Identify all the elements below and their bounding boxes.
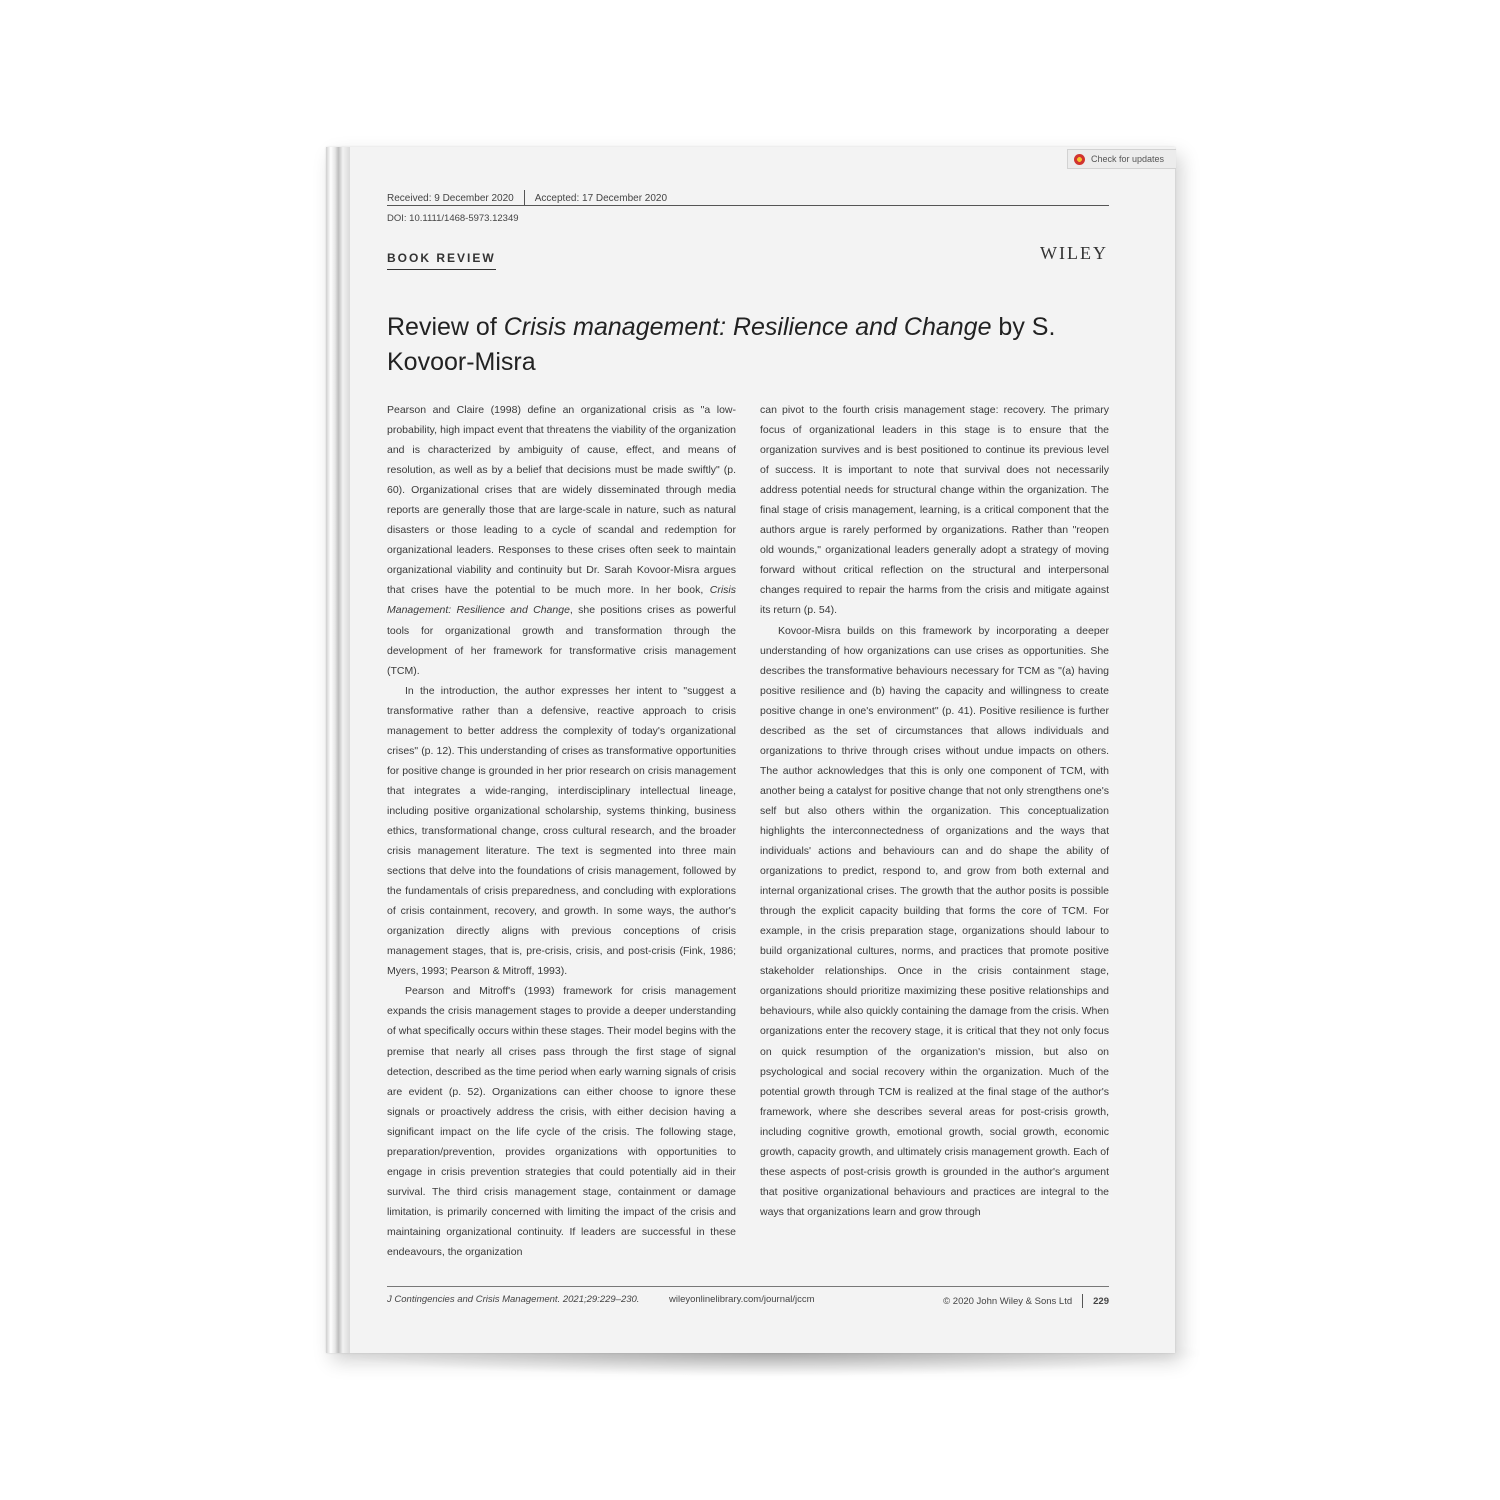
article-title: [387, 310, 1107, 380]
left-column: [387, 400, 736, 1280]
accepted-date: Accepted: 17 December 2020: [534, 192, 668, 204]
footer-rule: [387, 1286, 1109, 1287]
title-prefix: Review of: [387, 313, 504, 341]
journal-citation: J Contingencies and Crisis Management. 2021;29:229–230.: [387, 1294, 640, 1305]
check-for-updates-badge[interactable]: [1067, 149, 1176, 169]
paragraph: Pearson and Mitroff's (1993) framework for crisis management expands the crisis management stages to provide a deeper understanding of what specifically occurs within these stages. Their model begins with the premise that nearly all crises pass through the first stage of signal detection, described as the time period when early warning signals of crisis are evident (p. 52). Organizations can either choose to ignore these signals or proactively address the crisis, with either decision having a significant impact on the life cycle of the crisis. The following stage, preparation/prevention, provides organizations with opportunities to engage in crisis prevention strategies that could potentially aid in their survival. The third crisis management stage, containment or damage limitation, is primarily concerned with limiting the impact of the crisis and maintaining organizational continuity. If leaders are successful in these endeavours, the organization: [387, 985, 736, 1258]
article-body: [387, 400, 1109, 1280]
received-date: Received: 9 December 2020: [387, 192, 514, 204]
publisher-logo: WILEY: [1040, 243, 1108, 263]
paragraph: Kovoor-Misra builds on this framework by incorporating a deeper understanding of how organizations can use crises as opportunities. She describes the transformative behaviours necessary for TCM as "(a) having positive resilience and (b) having the capacity and willingness to create positive change in one's environment" (p. 41). Positive resilience is further described as the set of circumstances that allows individuals and organizations to thrive through crises without undue impacts on others. The author acknowledges that this is only one component of TCM, with another being a catalyst for positive change that not only strengthens one's self but also others within the organization. This conceptualization highlights the interconnectedness of organizations and the ways that individuals' actions and behaviours can and do shape the ability of organizations to predict, respond to, and grow from both external and internal organizational crises. The growth that the author posits is possible through the explicit capacity building that forms the core of TCM. For example, in the crisis preparation stage, organizations should labour to build organizational cultures, norms, and practices that promote positive stakeholder relationships. Once in the crisis containment stage, organizations should prioritize maximizing these positive relationships and behaviours, while also quickly containing the damage from the crisis. When organizations enter the recovery stage, it is critical that they not only focus on quick resumption of the organization's mission, but also on psychological and social recovery within the organization. Much of the potential growth through TCM is realized at the final stage of the author's framework, where she describes several areas for post-crisis growth, including cognitive growth, emotional growth, social growth, economic growth, capacity growth, and ultimately crisis management growth. Each of these aspects of post-crisis growth is grounded in the author's argument that positive organizational behaviours and practices are integral to the ways that organizations learn and grow through: [760, 624, 1109, 1218]
book-spine: [326, 147, 350, 1353]
date-separator: [524, 190, 525, 206]
copyright: © 2020 John Wiley & Sons Ltd: [943, 1295, 1073, 1307]
section-label: BOOK REVIEW: [387, 251, 496, 270]
paragraph: [387, 400, 736, 681]
paragraph: In the introduction, the author expresses her intent to "suggest a transformative rather than a defensive, reactive approach to crisis management to better address the complexity of today's organizational crises" (p. 12). This understanding of crises as transformative opportunities for positive change is grounded in her prior research on crisis management that integrates a wide-ranging, interdisciplinary intellectual lineage, including positive organizational scholarship, systems thinking, business ethics, transformational change, cross cultural research, and the broader crisis management literature. The text is segmented into three main sections that delve into the foundations of crisis management, followed by the fundamentals of crisis preparedness, and concluding with explorations of crisis containment, recovery, and growth. In some ways, the author's organization directly aligns with previous conceptions of crisis management stages, that is, pre-crisis, crisis, and post-crisis (Fink, 1986; Myers, 1993; Pearson & Mitroff, 1993).: [387, 684, 736, 978]
book-cover: [326, 147, 1175, 1353]
doi[interactable]: DOI: 10.1111/1468-5973.12349: [387, 213, 519, 224]
title-suffix: by S. Kovoor-Misra: [387, 313, 1056, 376]
footer-separator: [1082, 1294, 1083, 1308]
journal-url[interactable]: wileyonlinelibrary.com/journal/jccm: [669, 1294, 815, 1305]
article-dates: [387, 190, 667, 206]
crossmark-icon: [1074, 154, 1085, 165]
page-number: 229: [1093, 1295, 1109, 1307]
footer-right: [943, 1294, 1109, 1308]
right-column: [760, 400, 1109, 1280]
paragraph-text: Pearson and Claire (1998) define an organizational crisis as "a low-probability, high impact event that threatens the viability of the organization and is characterized by ambiguity of cause, effect, and means of resolution, as well as by a belief that decisions must be made swiftly" (p. 60). Organizational crises that are widely disseminated through media reports are generally those that are large-scale in nature, such as natural disasters or those leading to a cycle of scandal and redemption for organizational leaders. Responses to these crises often seek to maintain organizational viability and continuity but Dr. Sarah Kovoor-Misra argues that crises have the potential to be much more. In her book,: [387, 404, 736, 597]
paragraph-text: , she positions crises as powerful tools for organizational growth and transformation through the development of her framework for transformative crisis management (TCM).: [387, 604, 736, 677]
book-title-italic: Crisis Management: Resilience and Change: [387, 584, 736, 617]
badge-label: Check for updates: [1091, 154, 1165, 164]
title-book-name: Crisis management: Resilience and Change: [503, 313, 992, 341]
header-rule: [387, 205, 1109, 206]
paragraph: can pivot to the fourth crisis management stage: recovery. The primary focus of organizational leaders in this stage is to ensure that the organization survives and is best positioned to continue its previous level of success. It is important to note that survival does not necessarily address potential needs for structural change within the organization. The final stage of crisis management, learning, is a critical component that the authors argue is rarely performed by organizations. Rather than "reopen old wounds," organizational leaders generally adopt a strategy of moving forward without critical reflection on the structural and interpersonal changes required to repair the harms from the crisis and mitigate against its return (p. 54).: [760, 404, 1109, 617]
